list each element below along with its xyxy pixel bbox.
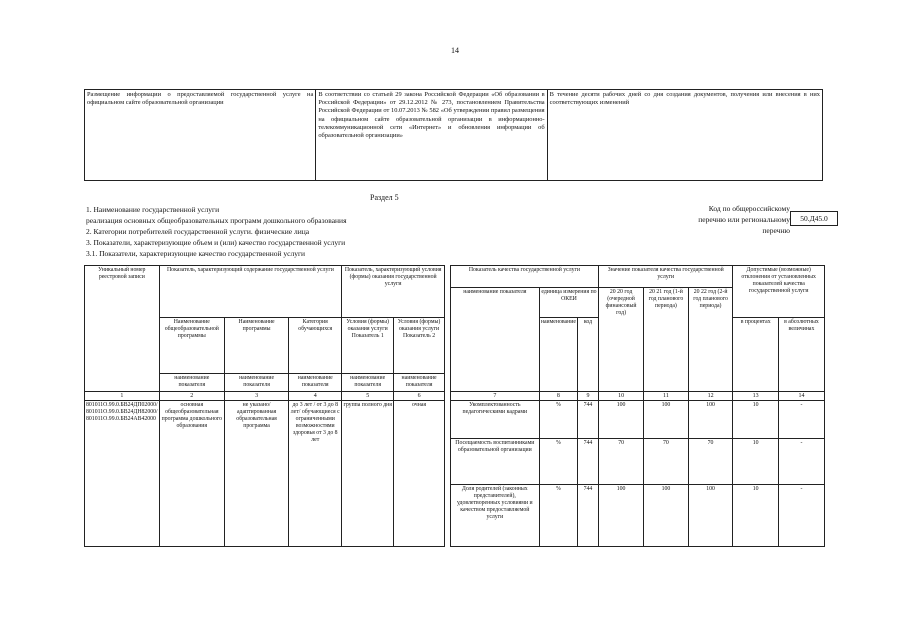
- indicator-y2: 100: [644, 485, 689, 547]
- condition-1: группа полного дня: [342, 401, 394, 547]
- indicator-pct: 10: [733, 439, 779, 485]
- hdr-unit: единица измерения по ОКЕИ: [539, 288, 598, 318]
- indicator-pct: 10: [733, 401, 779, 439]
- hdr-name-ind: наименование показателя: [224, 374, 288, 392]
- consumers: 2. Категории потребителей государственной услуги. физические лица: [86, 227, 310, 236]
- col-number: 13: [733, 392, 779, 401]
- service-name: реализация основных общеобразовательных программ дошкольного образования: [86, 216, 347, 225]
- hdr-absolute: в абсолютных величинах: [778, 318, 824, 392]
- indicator-y3: 100: [688, 401, 733, 439]
- col-number: 5: [342, 392, 394, 401]
- indicator-code: 744: [577, 439, 598, 485]
- hdr-name-ind: наименование показателя: [289, 374, 342, 392]
- col-number: 8: [539, 392, 577, 401]
- page-number: 14: [451, 46, 459, 55]
- indicators-heading: 3. Показатели, характеризующие объем и (или) качество государственной услуги: [86, 238, 346, 247]
- hdr-unit-name: наименование: [539, 318, 577, 392]
- indicator-y2: 100: [644, 401, 689, 439]
- indicator-y3: 100: [688, 485, 733, 547]
- col-number: 2: [159, 392, 224, 401]
- indicator-y1: 70: [599, 439, 644, 485]
- hdr-name-ind: наименование показателя: [394, 374, 445, 392]
- indicator-abs: -: [778, 401, 824, 439]
- publication-method: Размещение информации о предоставляемой государственной услуге на официальном сайте образовательной организации: [85, 90, 316, 181]
- col-number: 9: [577, 392, 598, 401]
- hdr-content: Показатель, характеризующий содержание государственной услуги: [159, 266, 342, 318]
- code-value: 50.Д45.0: [790, 211, 838, 226]
- indicator-y3: 70: [688, 439, 733, 485]
- quality-table: [84, 265, 825, 547]
- service-name-label: 1. Наименование государственной услуги: [86, 205, 220, 214]
- indicator-code: 744: [577, 485, 598, 547]
- hdr-name-ind: наименование показателя: [342, 374, 394, 392]
- section-title: Раздел 5: [370, 193, 399, 202]
- hdr-c3: Категория обучающихся: [289, 318, 342, 374]
- col-number: 14: [778, 392, 824, 401]
- indicator-unit: %: [539, 401, 577, 439]
- col-number: 12: [688, 392, 733, 401]
- indicator-y1: 100: [599, 401, 644, 439]
- hdr-unit-code: код: [577, 318, 598, 392]
- hdr-c1: Наименование общеобразовательной программы: [159, 318, 224, 374]
- hdr-conditions: Показатель, характеризующий условия (формы) оказания государственной услуги: [342, 266, 445, 318]
- indicator-code: 744: [577, 401, 598, 439]
- quality-heading: 3.1. Показатели, характеризующие качество государственной услуги: [86, 249, 306, 258]
- hdr-c2: Наименование программы: [224, 318, 288, 374]
- col-number: 4: [289, 392, 342, 401]
- indicator-unit: %: [539, 485, 577, 547]
- indicator-pct: 10: [733, 485, 779, 547]
- program-name: не указано/ адаптированная образовательная программа: [224, 401, 288, 547]
- hdr-deviations: Допустимые (возможные) отклонения от установленных показателей качества государственной услуги: [733, 266, 825, 318]
- hdr-name-ind: наименование показателя: [159, 374, 224, 392]
- indicator-abs: -: [778, 439, 824, 485]
- condition-2: очная: [394, 401, 445, 547]
- hdr-percent: в процентах: [733, 318, 779, 392]
- hdr-indicator-name: наименование показателя: [450, 288, 539, 392]
- student-category: до 3 лет / от 3 до 8 лет/ обучающиеся с ограниченными возможностями здоровья от 3 до 8 лет: [289, 401, 342, 547]
- publication-basis: В соответствии со статьей 29 закона Российской Федерации «Об образовании в Российской Федерации» от 29.12.2012 № 273, постановлением Правительства Российской Федерации от 10.07.2013 № 582 «Об утверждении правил размещения на официальном сайте образовательной организации в информационно-телекоммуникационной сети «Интернет» и обновления информации об образовательной организации»: [316, 90, 547, 181]
- indicator-abs: -: [778, 485, 824, 547]
- col-number: 10: [599, 392, 644, 401]
- indicator-y1: 100: [599, 485, 644, 547]
- hdr-year1: 20 20 год (очередной финансовый год): [599, 288, 644, 392]
- col-number: 6: [394, 392, 445, 401]
- hdr-unique-number: Уникальный номер реестровой записи: [85, 266, 160, 392]
- hdr-value: Значение показателя качества государственной услуги: [599, 266, 733, 288]
- indicator-name: Укомплектованность педагогическими кадрами: [450, 401, 539, 439]
- col-number: 3: [224, 392, 288, 401]
- publication-table: [84, 89, 823, 181]
- indicator-name: Посещаемость воспитанниками образовательной организации: [450, 439, 539, 485]
- indicator-unit: %: [539, 439, 577, 485]
- code-label: Код по общероссийскому перечню или региональному перечню: [698, 204, 790, 235]
- col-number: 11: [644, 392, 689, 401]
- indicator-name: Доля родителей (законных представителей), удовлетворенных условиями и качеством предоставляемой услуги: [450, 485, 539, 547]
- col-number: 7: [450, 392, 539, 401]
- registry-number: 801011О.99.0.БВ24ДП02000/ 801011О.99.0.БВ24ДН82000/ 801011О.99.0.БВ24АВ42000: [85, 401, 160, 547]
- program-type: основная общеобразовательная программа дошкольного образования: [159, 401, 224, 547]
- hdr-year2: 20 21 год (1-й год планового периода): [644, 288, 689, 392]
- hdr-c5: Условия (формы) оказания услуги Показатель 2: [394, 318, 445, 374]
- hdr-quality: Показатель качества государственной услуги: [450, 266, 598, 288]
- publication-frequency: В течение десяти рабочих дней со дня создания документов, получения или внесения в них соответствующих изменений: [547, 90, 822, 181]
- hdr-year3: 20 22 год (2-й год планового периода): [688, 288, 733, 392]
- hdr-c4: Условия (формы) оказания услуги Показатель 1: [342, 318, 394, 374]
- indicator-y2: 70: [644, 439, 689, 485]
- col-number: 1: [85, 392, 160, 401]
